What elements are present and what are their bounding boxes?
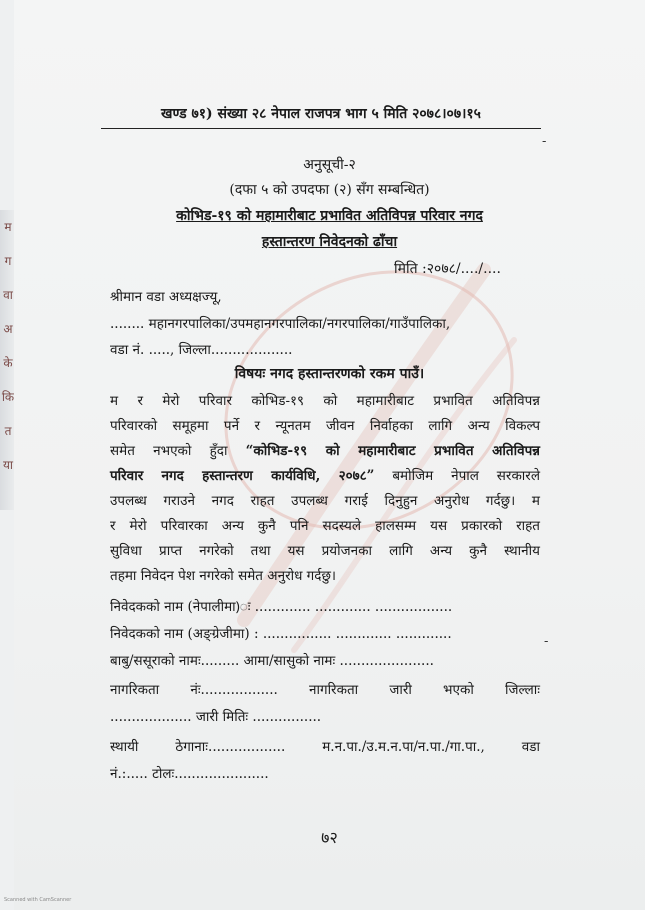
body-line-5: उपलब्ध गराउने नगद राहत उपलब्ध गराई दिनुहुन अनुरोध गर्दछु। म [110, 493, 540, 509]
page-number: ७२ [321, 828, 338, 847]
field-applicant-name-english: निवेदकको नाम (अङ्ग्रेजीमा) : ................ ............. ............. [110, 626, 452, 642]
municipality-line: ........ महानगरपालिका/उपमहानगरपालिका/नगरपालिका/गाउँपालिका, [110, 316, 451, 332]
body-line-3-part-a: समेत नभएको हुँदा [110, 443, 246, 459]
gazette-header: खण्ड ७१) संख्या २८ नेपाल राजपत्र भाग ५ मिति २०७८।०७।१५ [101, 104, 541, 129]
margin-dash-mark: - [542, 134, 547, 149]
left-page-margin-strip: म ग वा अ के कि त या [0, 210, 16, 510]
body-line-1: म र मेरो परिवार कोभिड-१९ को महामारीबाट प्रभावित अतिविपन्न [110, 393, 540, 409]
document-page [14, 0, 645, 910]
body-line-6: र मेरो परिवारका अन्य कुनै पनि सदस्यले हालसम्म यस प्रकारको राहत [110, 518, 540, 534]
body-line-7: सुविधा प्राप्त नगरेको तथा यस प्रयोजनका लागि अन्य कुनै स्थानीय [110, 543, 540, 559]
scanner-footer: Scanned with CamScanner [4, 897, 72, 903]
form-title-line1: कोभिड-१९ को महामारीबाट प्रभावित अतिविपन्न परिवार नगद [176, 208, 483, 224]
body-line-3 [110, 441, 540, 459]
field-ward-tole: नं.:..... टोलः...................... [110, 766, 269, 782]
subject-line: विषयः नगद हस्तान्तरणको रकम पाउँ। [234, 366, 425, 382]
salutation: श्रीमान वडा अध्यक्षज्यू, [110, 289, 222, 305]
field-issue-date: ................... जारी मितिः ................ [110, 709, 322, 725]
schedule-reference: (दफा ५ को उपदफा (२) सँग सम्बन्धित) [229, 182, 430, 198]
body-line-4 [110, 466, 540, 484]
date-line: मिति :२०७८/..../.... [394, 261, 501, 277]
body-line-3-bold-title: “कोभिड-१९ को महामारीबाट प्रभावित अतिविपन्न [245, 443, 540, 459]
field-applicant-name-nepali: निवेदकको नाम (नेपालीमा)ः ............. ............. .................. [110, 599, 453, 615]
ward-district-line: वडा नं. ....., जिल्ला................... [110, 342, 293, 358]
field-parents-names: बाबु/ससूराको नामः......... आमा/सासुको नामः ...................... [110, 653, 434, 669]
body-line-4-part-b: बमोजिम नेपाल सरकारले [374, 468, 540, 484]
body-line-8: तहमा निवेदन पेश नगरेको समेत अनुरोध गर्दछु। [110, 568, 337, 584]
margin-dash-mark-2: - [544, 634, 549, 649]
body-line-4-bold-title: परिवार नगद हस्तान्तरण कार्यविधि, २०७८” [110, 468, 375, 484]
field-permanent-address: स्थायी ठेगानाः.................. म.न.पा./उ.म.न.पा/न.पा./गा.पा., वडा [110, 739, 540, 755]
form-title-line2: हस्तान्तरण निवेदनको ढाँचा [261, 234, 398, 250]
field-citizenship: नागरिकता नंः.................. नागरिकता जारी भएको जिल्लाः [110, 682, 540, 698]
body-line-2: परिवारको समूहमा पर्ने र न्यूनतम जीवन निर्वाहका लागि अन्य विकल्प [110, 418, 540, 434]
schedule-label: अनुसूची-२ [303, 157, 356, 173]
